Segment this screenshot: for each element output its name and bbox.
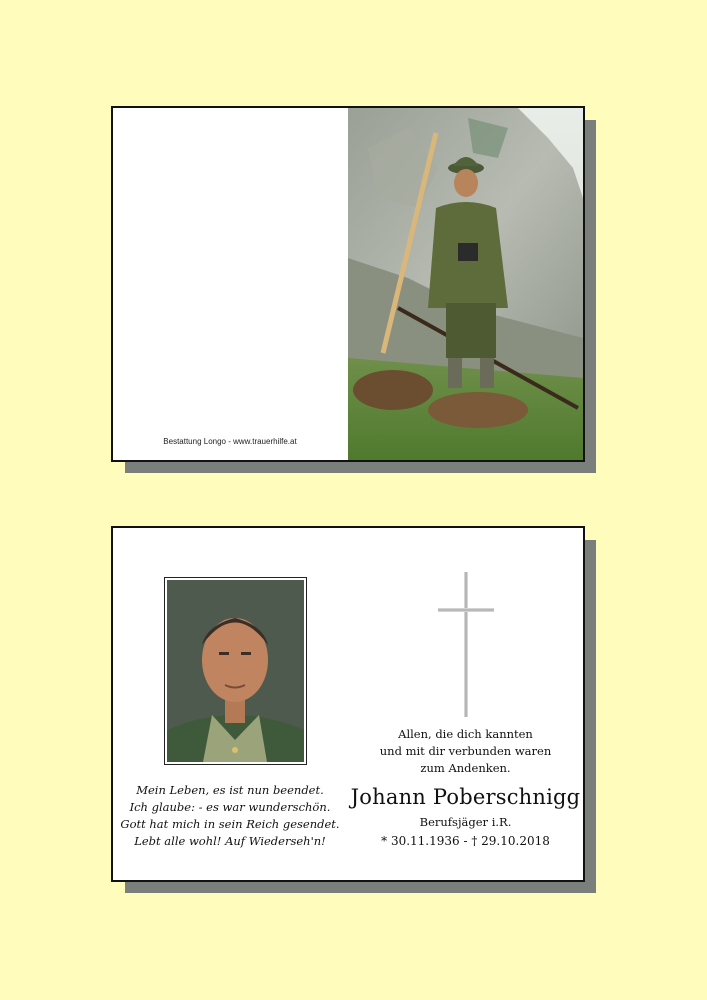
dedication-line: und mit dir verbunden waren <box>379 744 552 758</box>
funeral-home-credit: Bestattung Longo - www.trauerhilfe.at <box>163 437 297 446</box>
poem-line: Gott hat mich in sein Reich gesendet. <box>120 817 340 831</box>
dedication-line: Allen, die dich kannten <box>398 727 533 741</box>
portrait-photo <box>167 580 304 762</box>
cross-icon <box>436 572 496 721</box>
poem-line: Mein Leben, es ist nun beendet. <box>136 783 324 797</box>
dedication-text <box>348 726 583 777</box>
poem-line: Lebt alle wohl! Auf Wiederseh'n! <box>134 834 326 848</box>
deceased-name: Johann Poberschnigg <box>350 785 581 809</box>
life-dates: * 30.11.1936 - † 29.10.2018 <box>381 834 550 848</box>
dedication-line: zum Andenken. <box>420 761 511 775</box>
memorial-poem <box>113 782 347 850</box>
portrait-frame <box>164 577 307 765</box>
mountain-hunter-image <box>348 108 583 460</box>
poem-line: Ich glaube: - es war wunderschön. <box>129 800 331 814</box>
card-inside <box>111 526 585 882</box>
deceased-title: Berufsjäger i.R. <box>419 815 512 829</box>
card-back-panel <box>113 108 347 460</box>
hunter-photo <box>348 108 583 460</box>
card-front <box>111 106 585 462</box>
